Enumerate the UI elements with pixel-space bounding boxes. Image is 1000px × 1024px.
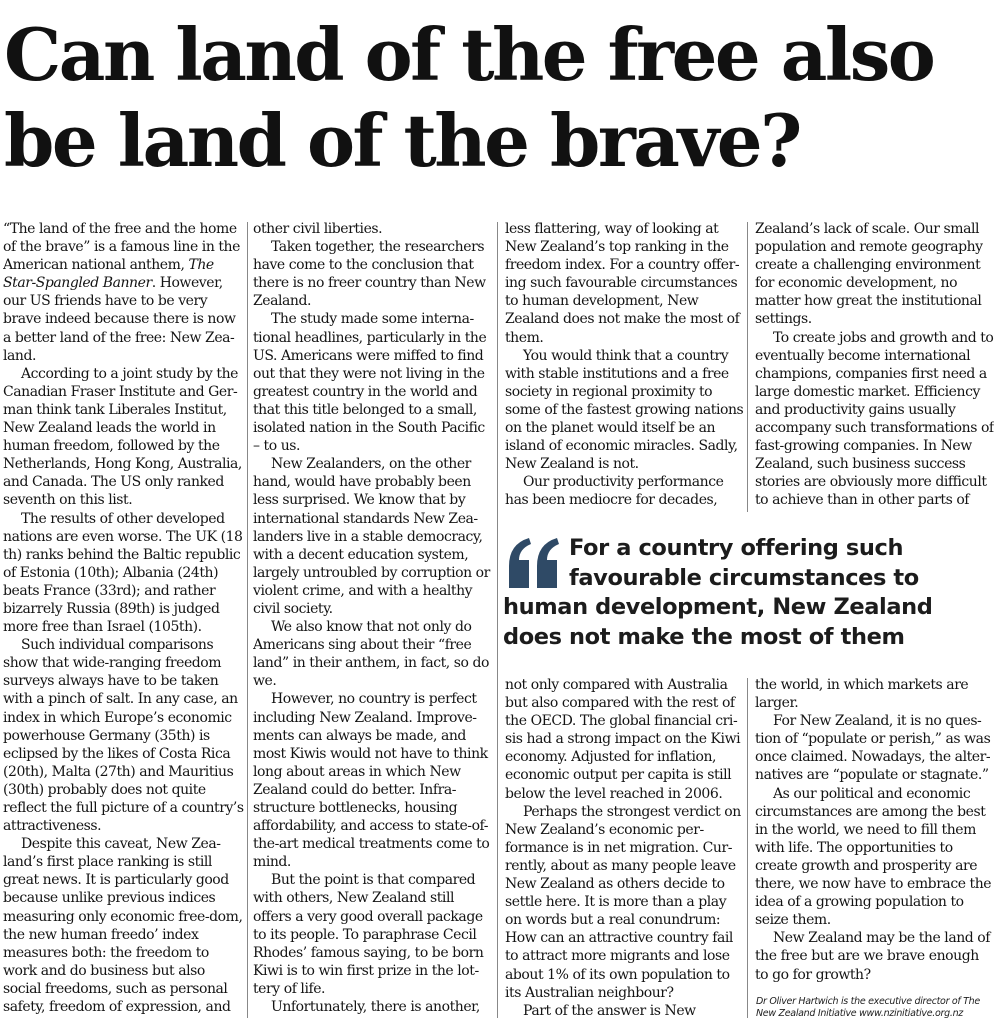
paragraph: You would think that a country with stable institutions and a free society in regional proximity to some of the fastest growing nations on the planet would itself be an island of economic miracles. Sadly, New Zealand is not.: [505, 347, 744, 473]
paragraph: “The land of the free and the home of the brave” is a famous line in the American national anthem, The Star-Spangled Banner. However, our US friends have to be very brave indeed because there is now a better land of the free: New Zea-land.: [3, 221, 240, 364]
paragraph: New Zealanders, on the other hand, would have probably been less surprised. We know that by international standards New Zea-landers live in a stable democracy, with a decent education system, largely untroubled by corruption or violent crime, and with a healthy civil society.: [253, 456, 490, 617]
paragraph: not only compared with Australia but also compared with the rest of the OECD. The global financial cri-sis had a strong impact on the Kiwi economy. Adjusted for inflation, economic output per capita is still below the level reached in 2006.: [505, 677, 741, 802]
article-column-3-bottom: [505, 676, 744, 1020]
article-column-3-top: [505, 220, 744, 516]
paragraph: the world, in which markets are larger.: [755, 677, 969, 712]
paragraph: Such individual comparisons show that wide-ranging freedom surveys always have to be taken with a pinch of salt. In any case, an index in which Europe’s economic powerhouse Germany (35th) is eclipsed by the likes of Costa Rica (20th), Malta (27th) and Mauritius (30th) probably does not quite reflect the full picture of a country’s attractiveness.: [3, 637, 244, 835]
quote-mark-icon: [503, 536, 565, 590]
author-byline: Dr Oliver Hartwich is the executive director of The New Zealand Initiative www.nzinitiative.org.nz: [756, 996, 980, 1019]
paragraph: Taken together, the researchers have come to the conclusion that there is no freer country than New Zealand.: [253, 239, 486, 310]
article-column-2: [253, 220, 494, 1020]
paragraph: As our political and economic circumstances are among the best in the world, we need to fill them with life. The opportunities to create growth and prosperity are there, we now have to embrace the idea of a growing population to seize them.: [755, 785, 992, 929]
paragraph: Zealand’s lack of scale. Our small population and remote geography create a challenging environment for economic development, no matter how great the institutional settings.: [755, 221, 983, 328]
article-column-1: [3, 220, 244, 1020]
column-divider: [497, 222, 498, 1018]
paragraph: We also know that not only do Americans sing about their “free land” in their anthem, in fact, so do we.: [253, 619, 490, 690]
article-column-4-top: [755, 220, 994, 516]
column-divider: [247, 222, 248, 1018]
anthem-title: The Star-Spangled Banner: [3, 257, 214, 292]
column-divider: [747, 222, 748, 512]
pull-quote: [503, 534, 993, 664]
article-column-4-bottom: [755, 676, 994, 996]
paragraph: Our productivity performance has been mediocre for decades,: [505, 474, 724, 509]
paragraph: According to a joint study by the Canadian Fraser Institute and Ger-man think tank Liberales Institut, New Zealand leads the world in human freedom, followed by the Netherlands, Hong Kong, Australia, and Canada. The US only ranked seventh on this list.: [3, 365, 242, 509]
paragraph: The study made some interna-tional headlines, particularly in the US. Americans were miffed to find out that they were not living in the greatest country in the world and that this title belonged to a small, isolated nation in the South Pacific – to us.: [253, 311, 487, 455]
paragraph: Perhaps the strongest verdict on New Zealand’s economic per-formance is in net migration. Cur-rently, about as many people leave New Zealand as others decide to settle here. It is more than a play on words but a real conundrum: How can an attractive country fail to attract more migrants and lose about 1% of its own population to its Australian neighbour?: [505, 803, 741, 1001]
paragraph: Part of the answer is New: [523, 1002, 696, 1019]
paragraph: other civil liberties.: [253, 221, 383, 237]
pull-quote-text: For a country offering such favourable circumstances to human development, New Zealand does not make the most of them: [503, 535, 933, 650]
paragraph: New Zealand may be the land of the free but are we brave enough to go for growth?: [755, 930, 991, 983]
paragraph: However, no country is perfect including New Zealand. Improve-ments can always be made, and most Kiwis would not have to think long about areas in which New Zealand could do better. Infra-structure bottlenecks, housing affordability, and access to state-of-the-art medical treatments come to mind.: [253, 691, 490, 871]
paragraph: To create jobs and growth and to eventually become international champions, companies first need a large domestic market. Efficiency and productivity gains usually accompany such transformations of fast-growing companies. In New Zealand, such business success stories are obviously more difficult to achieve than in other parts of: [755, 329, 994, 509]
headline: Can land of the free also be land of the brave?: [4, 12, 934, 183]
paragraph: For New Zealand, it is no ques-tion of “populate or perish,” as was once claimed. Nowadays, the alter-natives are “populate or stagnate.”: [755, 713, 991, 784]
paragraph: less flattering, way of looking at New Zealand’s top ranking in the freedom index. For a country offer-ing such favourable circumstances to human development, New Zealand does not make the most of them.: [505, 221, 740, 346]
column-divider: [747, 678, 748, 1018]
paragraph: Unfortunately, there is another,: [271, 999, 480, 1016]
paragraph: Despite this caveat, New Zea-land’s first place ranking is still great news. It is particularly good because unlike previous indices measuring only economic free-dom, the new human freedo’ index measures both: the freedom to work and do business but also social freedoms, such as personal safety, freedom of expression, and: [3, 836, 243, 1016]
paragraph: But the point is that compared with others, New Zealand still offers a very good overall package to its people. To paraphrase Cecil Rhodes’ famous saying, to be born Kiwi is to win first prize in the lot-tery of life.: [253, 872, 484, 997]
paragraph: The results of other developed nations are even worse. The UK (18 th) ranks behind the Baltic republic of Estonia (10th); Albania (24th) beats France (33rd); and rather bizarrely Russia (89th) is judged more free than Israel (105th).: [3, 510, 243, 636]
